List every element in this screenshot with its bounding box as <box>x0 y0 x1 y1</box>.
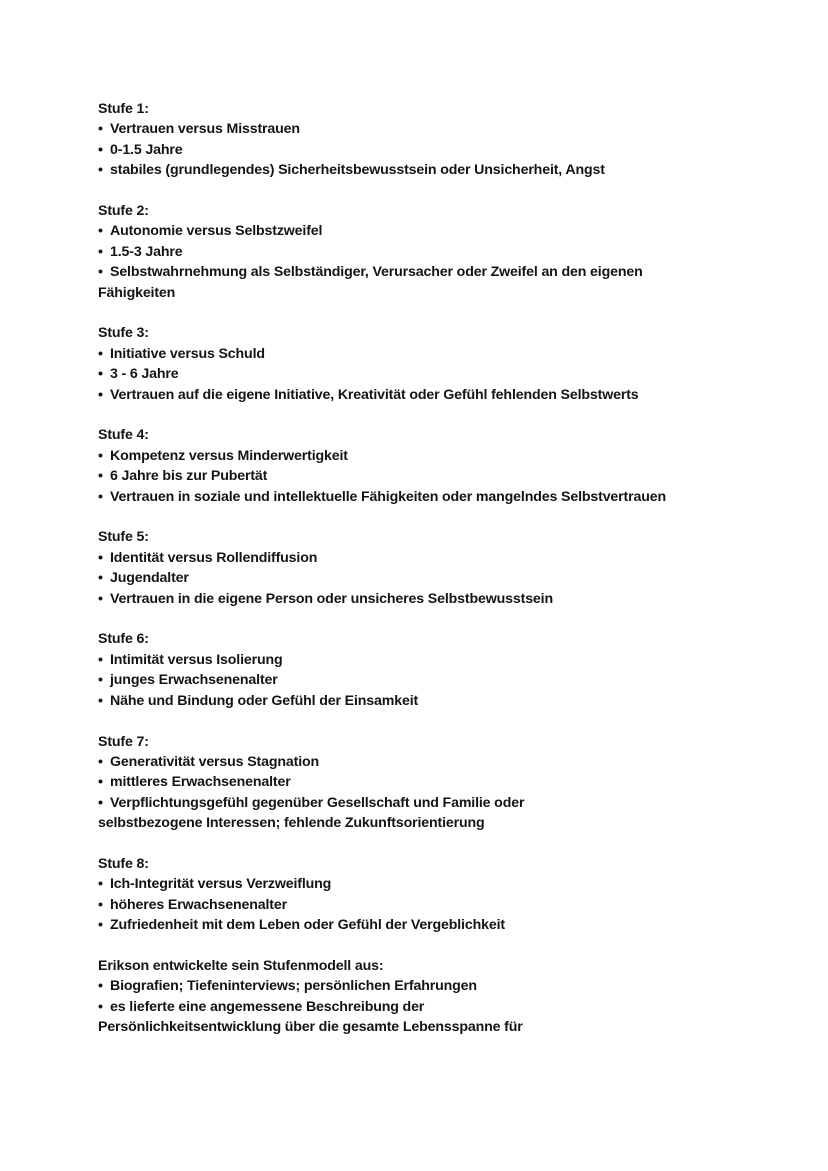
bullet-text: 1.5-3 Jahre <box>110 243 183 260</box>
bullet-continuation: Fähigkeiten <box>98 284 176 301</box>
bullet-text: Vertrauen versus Misstrauen <box>110 121 300 138</box>
bullet-icon: • <box>98 794 103 811</box>
bullet-continuation: Persönlichkeitsentwicklung über die gesamte Lebensspanne für <box>98 1019 523 1036</box>
section-stufe-3 <box>98 323 738 405</box>
section-heading: Stufe 7: <box>98 733 149 750</box>
section-erikson-summary <box>98 956 738 1038</box>
section-heading: Stufe 1: <box>98 101 149 117</box>
bullet-text: junges Erwachsenenalter <box>110 672 278 689</box>
bullet-continuation: selbstbezogene Interessen; fehlende Zukunftsorientierung <box>98 815 485 832</box>
bullet-text: 0-1.5 Jahre <box>110 141 183 158</box>
bullet-text: Verpflichtungsgefühl gegenüber Gesellschaft und Familie oder <box>110 794 525 811</box>
section-stufe-6 <box>98 629 738 711</box>
bullet-item <box>98 589 738 609</box>
bullet-text: 3 - 6 Jahre <box>110 366 179 383</box>
bullet-item <box>98 915 738 935</box>
section-heading: Stufe 5: <box>98 529 149 546</box>
section-heading: Erikson entwickelte sein Stufenmodell aus: <box>98 957 384 974</box>
bullet-icon: • <box>98 651 103 668</box>
bullet-icon: • <box>98 447 103 464</box>
bullet-item <box>98 568 738 588</box>
bullet-icon: • <box>98 345 103 362</box>
section-heading: Stufe 2: <box>98 203 149 220</box>
bullet-text: Selbstwahrnehmung als Selbständiger, Verursacher oder Zweifel an den eigenen <box>110 264 643 281</box>
bullet-text: Autonomie versus Selbstzweifel <box>110 223 323 240</box>
bullet-item <box>98 466 738 486</box>
bullet-icon: • <box>98 243 103 260</box>
bullet-text: mittleres Erwachsenenalter <box>110 774 291 791</box>
bullet-text: es lieferte eine angemessene Beschreibung der <box>110 998 425 1015</box>
section-stufe-1 <box>98 99 738 181</box>
bullet-item <box>98 752 738 772</box>
bullet-icon: • <box>98 753 103 770</box>
bullet-icon: • <box>98 917 103 934</box>
bullet-icon: • <box>98 488 103 505</box>
bullet-item <box>98 650 738 670</box>
bullet-item <box>98 221 738 241</box>
bullet-icon: • <box>98 223 103 240</box>
bullet-icon: • <box>98 264 103 281</box>
bullet-icon: • <box>98 774 103 791</box>
bullet-item <box>98 874 738 894</box>
bullet-item <box>98 262 738 282</box>
bullet-item <box>98 976 738 996</box>
bullet-item <box>98 670 738 690</box>
bullet-icon: • <box>98 998 103 1015</box>
bullet-text: höheres Erwachsenenalter <box>110 896 287 913</box>
bullet-text: Generativität versus Stagnation <box>110 753 320 770</box>
bullet-item <box>98 160 738 180</box>
bullet-icon: • <box>98 141 103 158</box>
bullet-text: Initiative versus Schuld <box>110 345 265 362</box>
bullet-item <box>98 364 738 384</box>
bullet-text: Nähe und Bindung oder Gefühl der Einsamkeit <box>110 692 419 709</box>
bullet-icon: • <box>98 672 103 689</box>
bullet-item <box>98 140 738 160</box>
bullet-text: Kompetenz versus Minderwertigkeit <box>110 447 348 464</box>
bullet-text: Biografien; Tiefeninterviews; persönlichen Erfahrungen <box>110 978 477 995</box>
bullet-icon: • <box>98 692 103 709</box>
bullet-icon: • <box>98 896 103 913</box>
section-heading: Stufe 8: <box>98 855 149 872</box>
bullet-text: Vertrauen auf die eigene Initiative, Kreativität oder Gefühl fehlenden Selbstwerts <box>110 386 639 403</box>
bullet-text: stabiles (grundlegendes) Sicherheitsbewusstsein oder Unsicherheit, Angst <box>110 162 605 179</box>
bullet-icon: • <box>98 121 103 138</box>
bullet-item <box>98 548 738 568</box>
bullet-item <box>98 446 738 466</box>
bullet-item <box>98 895 738 915</box>
section-heading: Stufe 3: <box>98 325 149 342</box>
section-stufe-5 <box>98 527 738 609</box>
bullet-icon: • <box>98 366 103 383</box>
bullet-item <box>98 119 738 139</box>
bullet-icon: • <box>98 876 103 893</box>
bullet-icon: • <box>98 386 103 403</box>
bullet-icon: • <box>98 549 103 566</box>
bullet-icon: • <box>98 978 103 995</box>
bullet-text: Vertrauen in die eigene Person oder unsicheres Selbstbewusstsein <box>110 590 553 607</box>
bullet-item <box>98 385 738 405</box>
section-stufe-7 <box>98 732 738 834</box>
bullet-item <box>98 691 738 711</box>
bullet-text: Ich-Integrität versus Verzweiflung <box>110 876 332 893</box>
section-stufe-2 <box>98 201 738 303</box>
bullet-icon: • <box>98 590 103 607</box>
bullet-text: Jugendalter <box>110 570 189 587</box>
bullet-icon: • <box>98 162 103 179</box>
bullet-item <box>98 793 738 813</box>
bullet-text: Vertrauen in soziale und intellektuelle Fähigkeiten oder mangelndes Selbstvertrauen <box>110 488 666 505</box>
bullet-text: Intimität versus Isolierung <box>110 651 283 668</box>
bullet-item <box>98 772 738 792</box>
bullet-text: 6 Jahre bis zur Pubertät <box>110 468 268 485</box>
bullet-item <box>98 344 738 364</box>
bullet-item <box>98 487 738 507</box>
bullet-icon: • <box>98 468 103 485</box>
bullet-item <box>98 997 738 1017</box>
document-page <box>98 99 738 1058</box>
section-heading: Stufe 4: <box>98 427 149 444</box>
bullet-text: Identität versus Rollendiffusion <box>110 549 318 566</box>
section-stufe-8 <box>98 854 738 936</box>
bullet-text: Zufriedenheit mit dem Leben oder Gefühl der Vergeblichkeit <box>110 917 505 934</box>
bullet-icon: • <box>98 570 103 587</box>
section-heading: Stufe 6: <box>98 631 149 648</box>
bullet-item <box>98 242 738 262</box>
section-stufe-4 <box>98 425 738 507</box>
